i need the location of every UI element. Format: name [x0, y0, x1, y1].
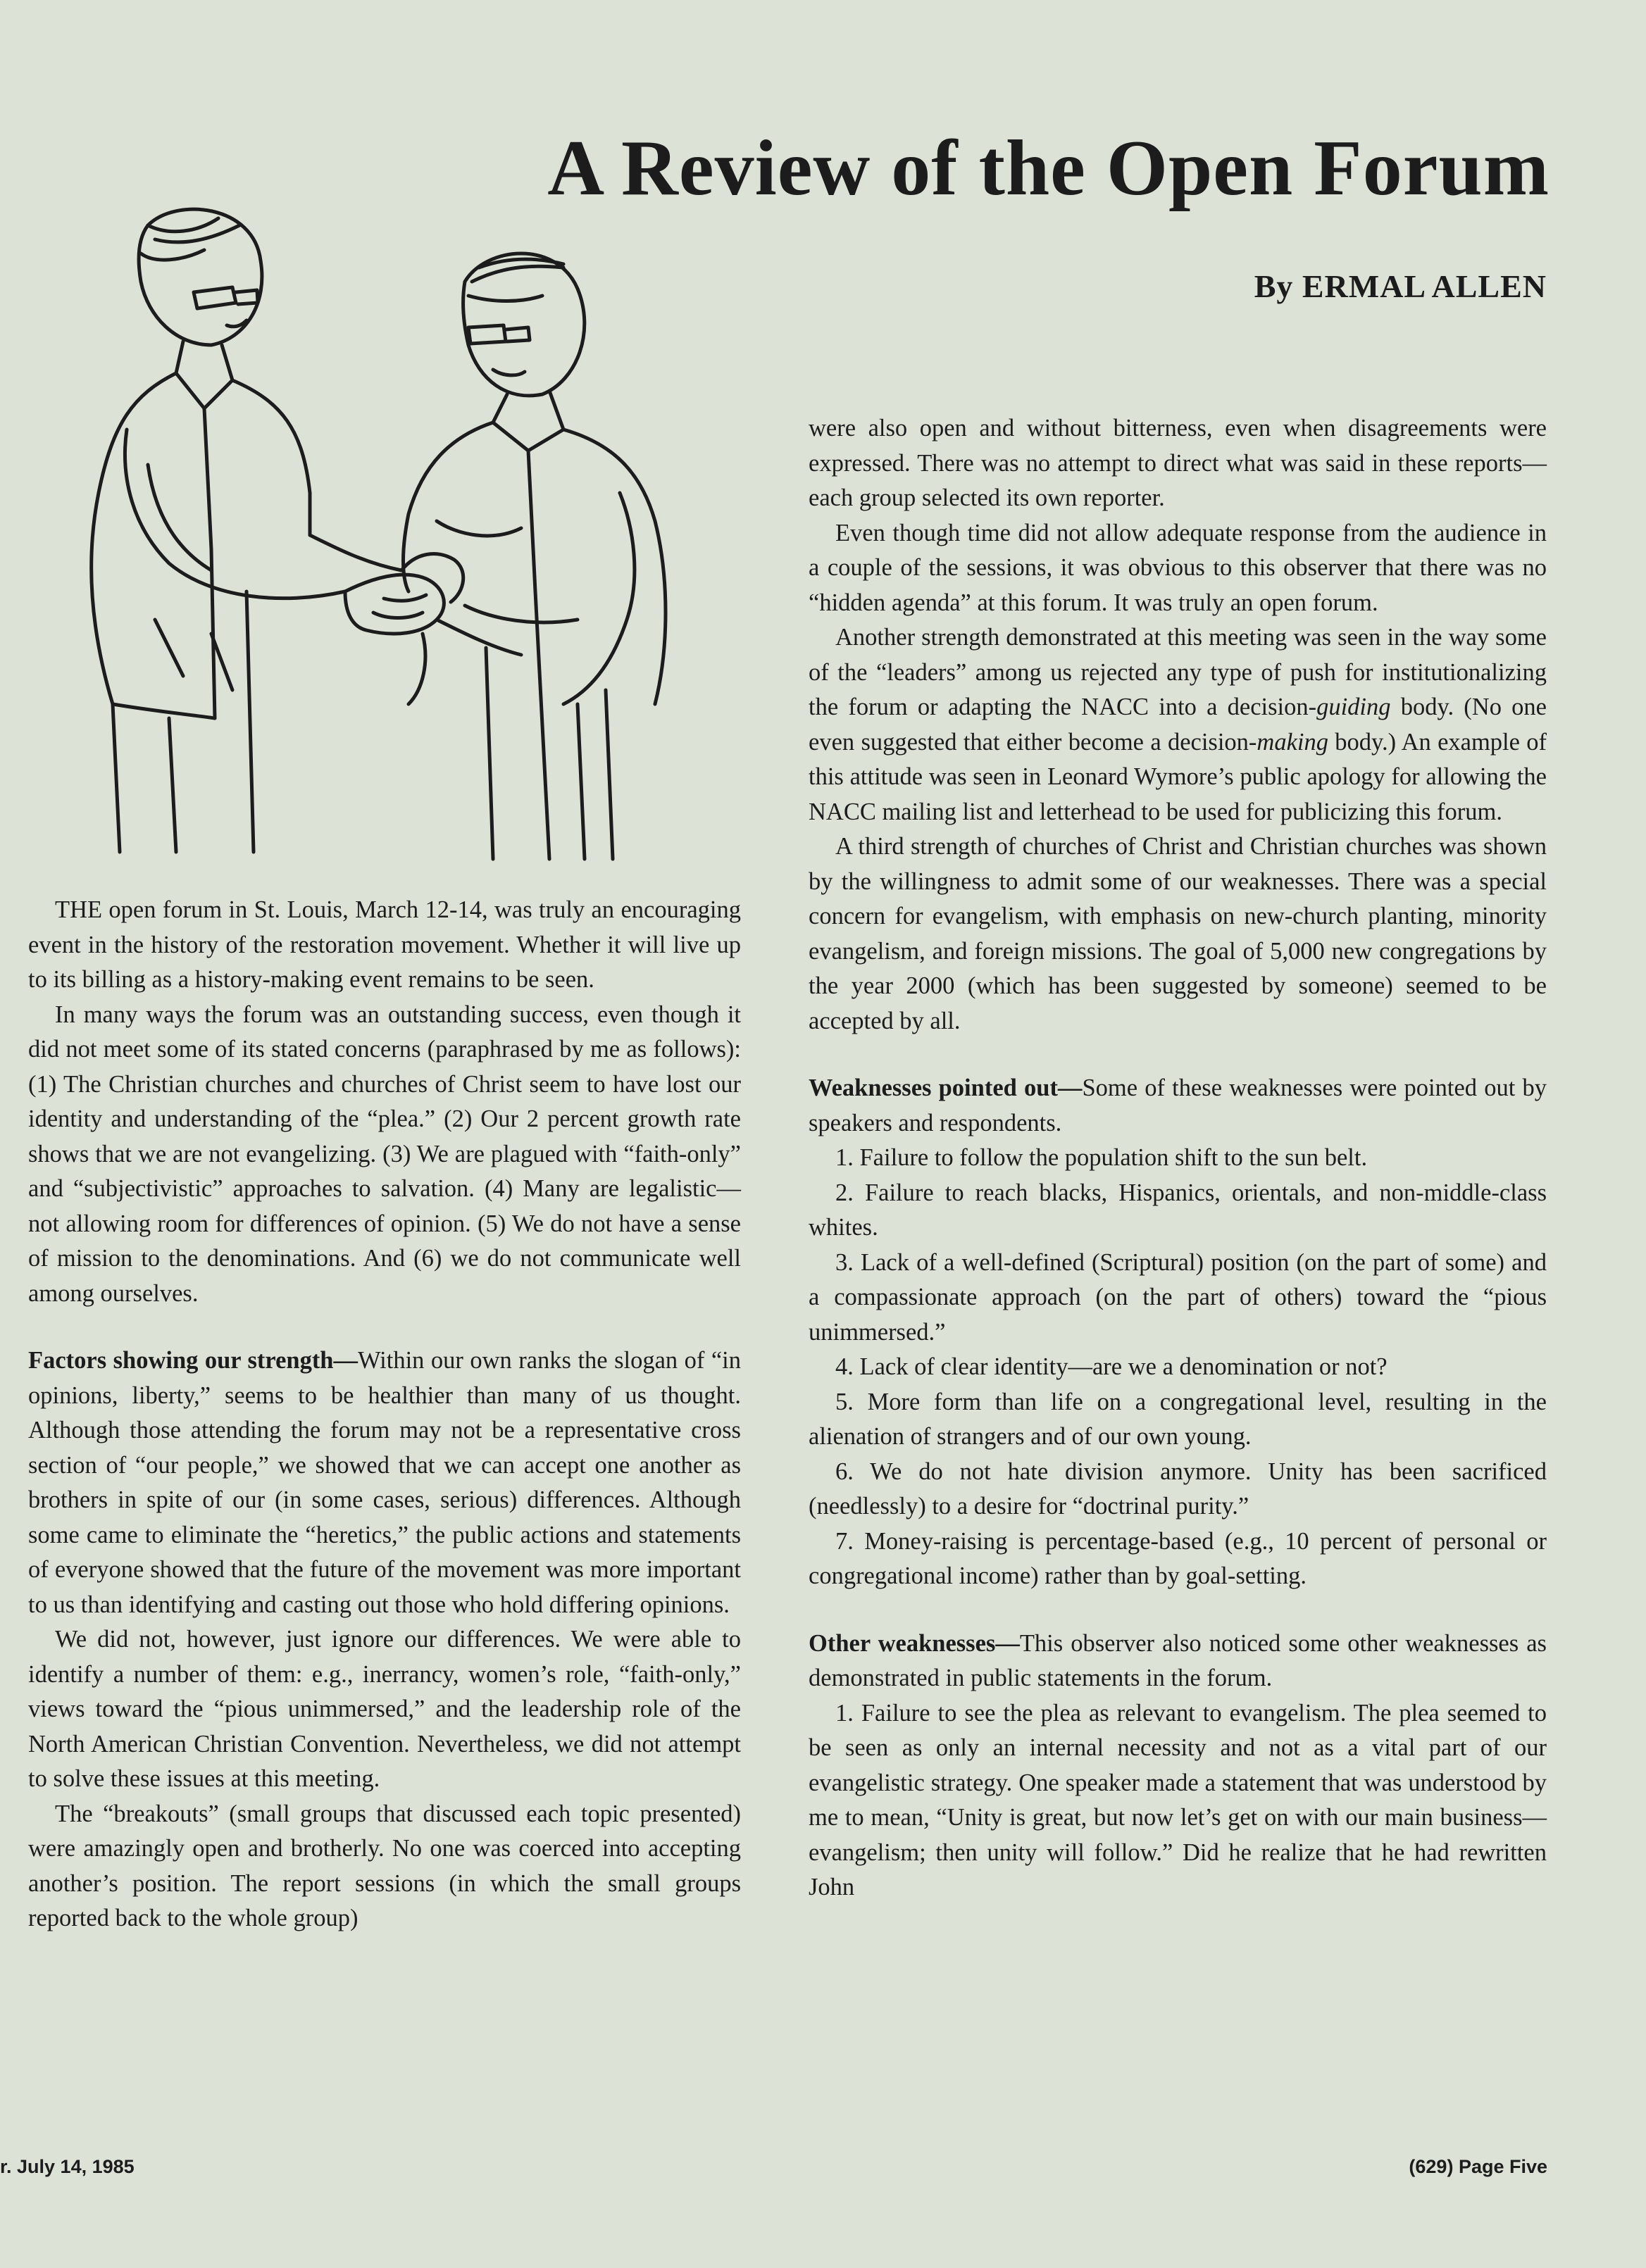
list-item: 6. We do not hate division anymore. Unity has been sacrificed (needlessly) to a desire for “doctrinal purity.”	[809, 1458, 1547, 1520]
byline: By ERMAL ALLEN	[1254, 268, 1547, 304]
list-item: 4. Lack of clear identity—are we a denomination or not?	[835, 1353, 1388, 1380]
article-title: A Review of the Open Forum	[547, 125, 1550, 212]
list-item: 7. Money-raising is percentage-based (e.g., 10 percent of personal or congregational income) rather than by goal-setting.	[809, 1527, 1547, 1589]
paragraph: The “breakouts” (small groups that discussed each topic presented) were amazingly open and brotherly. No one was coerced into accepting another’s position. The report sessions (in which the small groups reported back to the whole group)	[28, 1800, 741, 1931]
section-other-weaknesses	[809, 1627, 1547, 1696]
paragraph: 1. Failure to see the plea as relevant to evangelism. The plea seemed to be seen as only an internal necessity and not as a vital part of our evangelistic strategy. One speaker made a statement that was understood by me to mean, “Unity is great, but now let’s get on with our main business—evangelism; then unity will follow.” Did he realize that he had rewritten John	[809, 1699, 1547, 1900]
section-heading: Other weaknesses—	[809, 1629, 1020, 1657]
list-item: 3. Lack of a well-defined (Scriptural) position (on the part of some) and a compassionate approach (on the part of others) toward the “pious unimmersed.”	[809, 1248, 1547, 1346]
section-heading: Weaknesses pointed out—	[809, 1075, 1083, 1101]
paragraph: A third strength of churches of Christ and Christian churches was shown by the willingness to admit some of our weaknesses. There was a special concern for evangelism, with emphasis on new-church planting, minority evangelism, and foreign missions. The goal of 5,000 new congregations by the year 2000 (which has been suggested by someone) seemed to be accepted by all.	[809, 833, 1547, 1034]
paragraph: Even though time did not allow adequate response from the audience in a couple of the sessions, it was obvious to this observer that there was no “hidden agenda” at this forum. It was truly an open forum.	[809, 519, 1547, 616]
footer-date: r. July 14, 1985	[0, 2156, 135, 2177]
paragraph: were also open and without bitterness, even when disagreements were expressed. There was no attempt to direct what was said in these reports—each group selected its own reporter.	[809, 415, 1547, 511]
list-item: 5. More form than life on a congregational level, resulting in the alienation of strangers and of our own young.	[809, 1388, 1547, 1450]
list-item: 2. Failure to reach blacks, Hispanics, orientals, and non-middle-class whites.	[809, 1179, 1547, 1241]
section-strength	[28, 1343, 741, 1622]
paragraph: THE open forum in St. Louis, March 12-14, was truly an encouraging event in the history of the restoration movement. Whether it will live up to its billing as a history-making event remains to be seen.	[28, 896, 741, 993]
section-weaknesses	[809, 1071, 1547, 1141]
text-run: body.) An example of this attitude was seen in Leonard Wymore’s public apology for allowing the NACC mailing list and letterhead to be used for publicizing this forum.	[809, 728, 1547, 825]
section-text: This observer also noticed some other weaknesses as demonstrated in public statements in the forum.	[809, 1629, 1547, 1691]
section-text: Within our own ranks the slogan of “in opinions, liberty,” seems to be healthier than many of us thought. Although those attending the forum may not be a representative cross section of “our people,” we showed that we can accept one another as brothers in spite of our (in some cases, serious) differences. Although some came to eliminate the “heretics,” the public actions and statements of everyone showed that the future of the movement was more important to us than identifying and casting out those who hold differing opinions.	[28, 1347, 741, 1618]
footer-page-number: (629) Page Five	[1409, 2156, 1547, 2177]
emphasis: making	[1257, 728, 1328, 756]
text-run: Another strength demonstrated at this meeting was seen in the way some of the “leaders” among us rejected any type of push for institutionalizing the forum or adapting the NACC into a decision-	[809, 624, 1547, 720]
section-text: Some of these weaknesses were pointed out by speakers and respondents.	[809, 1075, 1547, 1136]
paragraph	[809, 620, 1547, 829]
left-column	[28, 893, 741, 1936]
paragraph: We did not, however, just ignore our differences. We were able to identify a number of them: e.g., inerrancy, women’s role, “faith-only,” views toward the “pious unimmersed,” and the leadership role of the North American Christian Convention. Nevertheless, we did not attempt to solve these issues at this meeting.	[28, 1626, 741, 1792]
list-item: 1. Failure to follow the population shift to the sun belt.	[835, 1144, 1368, 1171]
two-men-shaking-hands-sketch-icon	[70, 197, 761, 873]
text-run: body. (No one even suggested that either become a decision-	[809, 694, 1547, 756]
paragraph: In many ways the forum was an outstanding success, even though it did not meet some of its stated concerns (paraphrased by me as follows): (1) The Christian churches and churches of Christ seem to have lost our identity and understanding of the “plea.” (2) Our 2 percent growth rate shows that we are not evangelizing. (3) We are plagued with “faith-only” and “subjectivistic” approaches to salvation. (4) Many are legalistic—not allowing room for differences of opinion. (5) We do not have a sense of mission to the denominations. And (6) we do not communicate well among ourselves.	[28, 1001, 741, 1307]
right-column	[809, 411, 1547, 1905]
section-heading: Factors showing our strength—	[28, 1347, 358, 1374]
emphasis: guiding	[1316, 694, 1391, 720]
